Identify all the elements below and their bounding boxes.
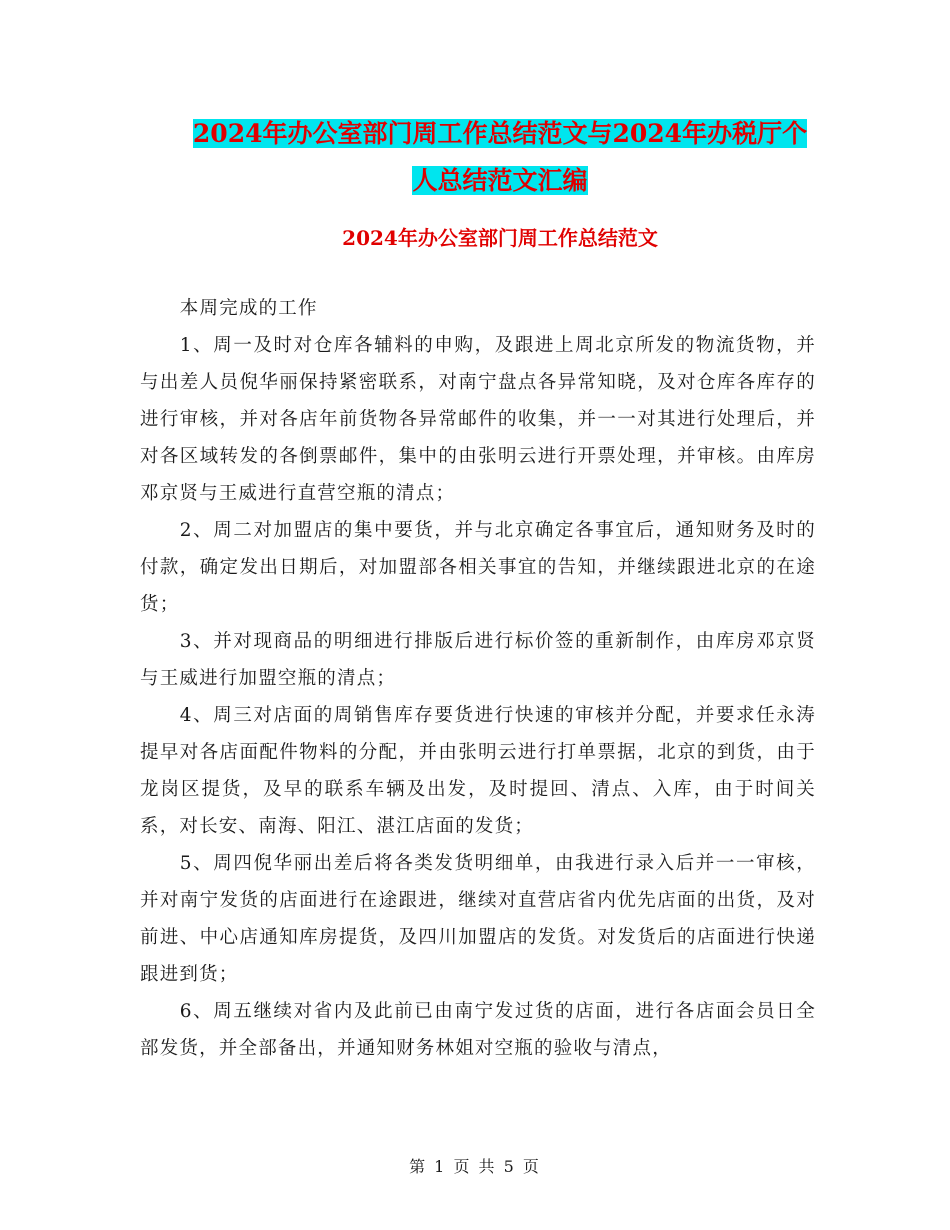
- document-title-line-1: 2024年办公室部门周工作总结范文与2024年办税厅个: [192, 119, 808, 148]
- paragraph: 3、并对现商品的明细进行排版后进行标价签的重新制作，由库房邓京贤与王威进行加盟空瓶的清点；: [140, 631, 816, 689]
- paragraph: 2、周二对加盟店的集中要货，并与北京确定各事宜后，通知财务及时的付款，确定发出日期后，对加盟部各相关事宜的告知，并继续跟进北京的在途货；: [140, 520, 816, 615]
- section-title: 2024年办公室部门周工作总结范文: [342, 226, 658, 250]
- paragraph: 1、周一及时对仓库各辅料的申购，及跟进上周北京所发的物流货物，并与出差人员倪华丽保持紧密联系，对南宁盘点各异常知晓，及对仓库各库存的进行审核，并对各店年前货物各异常邮件的收集，并一一对其进行处理后，并对各区域转发的各倒票邮件，集中的由张明云进行开票处理，并审核。由库房邓京贤与王威进行直营空瓶的清点；: [140, 335, 816, 504]
- paragraph: 5、周四倪华丽出差后将各类发货明细单，由我进行录入后并一一审核，并对南宁发货的店面进行在途跟进，继续对直营店省内优先店面的出货，及对前进、中心店通知库房提货，及四川加盟店的发货。对发货后的店面进行快递跟进到货；: [140, 853, 816, 985]
- document-title: [140, 110, 860, 204]
- page-number-footer: 第 1 页 共 5 页: [409, 1157, 541, 1176]
- paragraph: 4、周三对店面的周销售库存要货进行快速的审核并分配，并要求任永涛提早对各店面配件物料的分配，并由张明云进行打单票据，北京的到货，由于龙岗区提货，及早的联系车辆及出发，及时提回、清点、入库，由于时间关系，对长安、南海、阳江、湛江店面的发货；: [140, 705, 816, 837]
- paragraph: 本周完成的工作: [179, 298, 318, 319]
- document-body: [140, 290, 816, 1067]
- document-title-line-2: 人总结范文汇编: [412, 166, 588, 195]
- paragraph: 6、周五继续对省内及此前已由南宁发过货的店面，进行各店面会员日全部发货，并全部备出，并通知财务林姐对空瓶的验收与清点，: [140, 1001, 816, 1059]
